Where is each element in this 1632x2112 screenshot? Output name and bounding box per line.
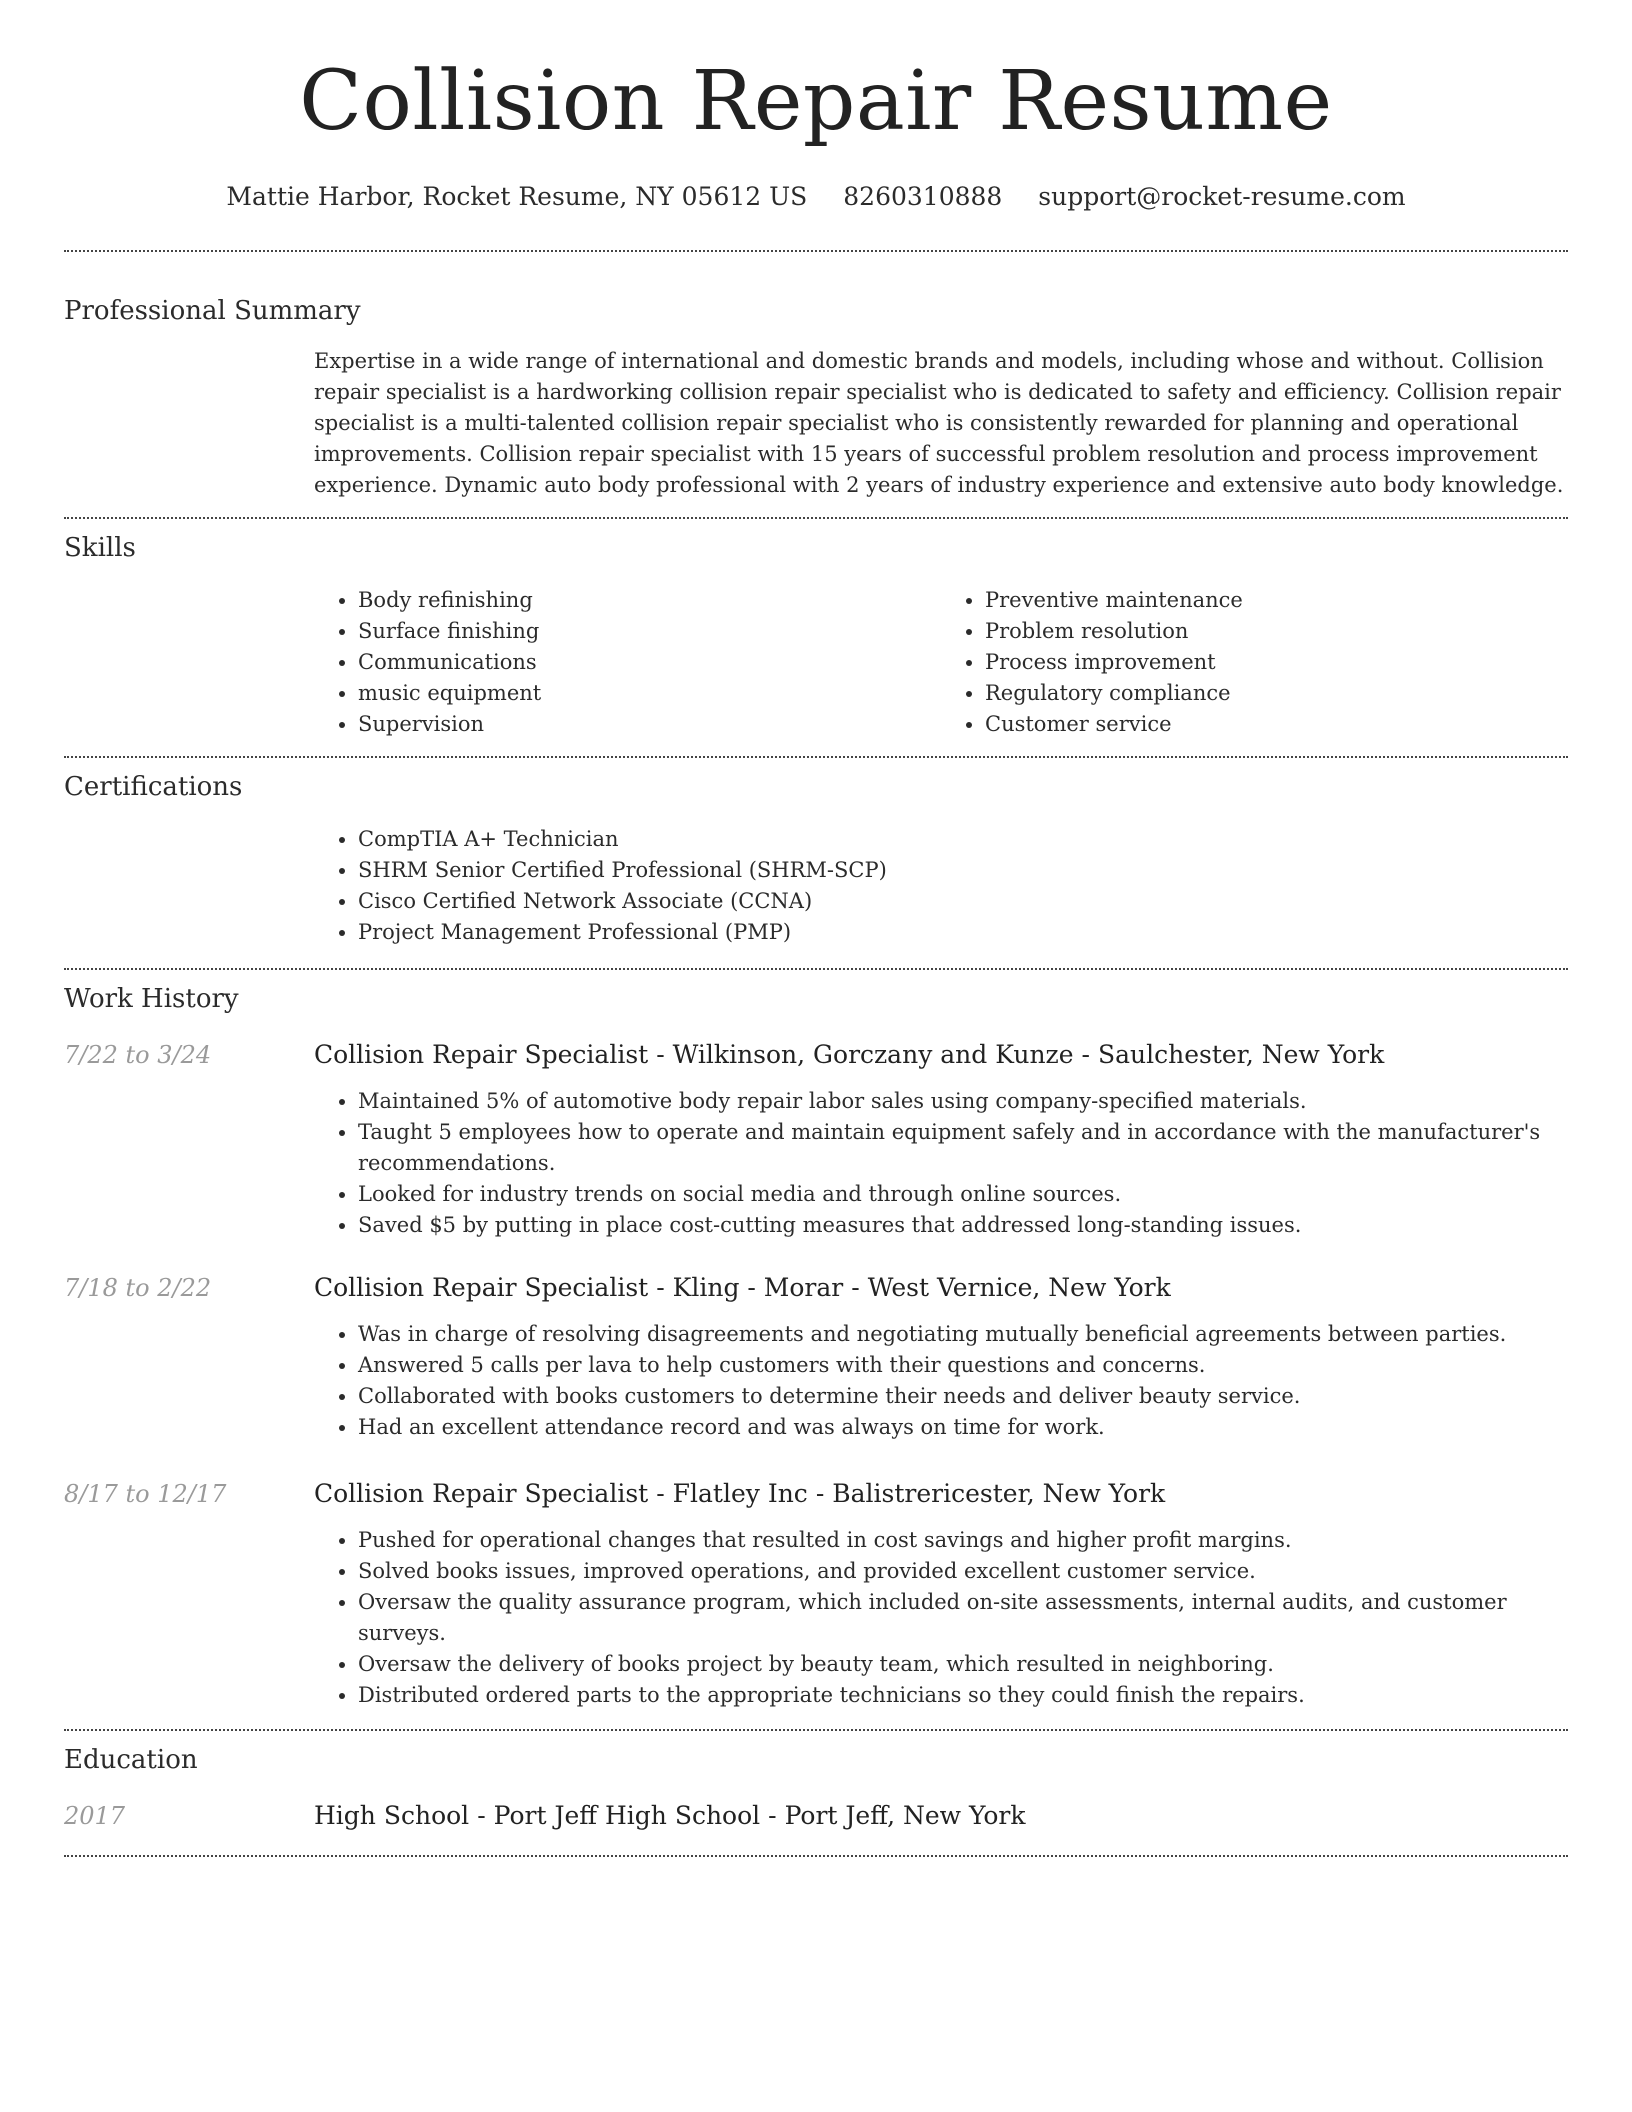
job-bullet: • Taught 5 employees how to operate and maintain equipment safely and in accordance with the manufacturer's recommendations.: [358, 1117, 1568, 1179]
divider: [64, 517, 1568, 519]
certifications-section: [64, 770, 1568, 948]
job-bullets: [314, 1319, 1568, 1443]
contact-phone: 8260310888: [843, 182, 1003, 211]
education-year: 2017: [64, 1802, 126, 1830]
job-bullet: • Pushed for operational changes that resulted in cost savings and higher profit margins.: [358, 1525, 1568, 1556]
job-bullet: • Oversaw the delivery of books project by beauty team, which resulted in neighboring.: [358, 1649, 1568, 1680]
certification-item: • Project Management Professional (PMP): [358, 917, 1568, 948]
job-bullet: • Was in charge of resolving disagreements and negotiating mutually beneficial agreements between parties.: [358, 1319, 1568, 1350]
job-bullet: • Collaborated with books customers to determine their needs and deliver beauty service.: [358, 1381, 1568, 1412]
certifications-body: [314, 824, 1568, 948]
section-title-summary: Professional Summary: [64, 296, 361, 326]
job-bullet: • Maintained 5% of automotive body repair labor sales using company-specified materials.: [358, 1086, 1568, 1117]
job-company: Kling - Morar: [672, 1273, 844, 1302]
skill-item: • Regulatory compliance: [985, 678, 1568, 709]
section-title-work-history: Work History: [64, 984, 239, 1014]
work-history-section: [64, 982, 1568, 1711]
summary-text: Expertise in a wide range of international and domestic brands and models, including whose and without. Collision repair specialist is a hardworking collision repair specialist who is dedicated to safety and efficiency. Collision repair specialist is a multi-talented collision repair specialist who is consistently rewarded for planning and operational improvements. Collision repair specialist with 15 years of successful problem resolution and process improvement experience. Dynamic auto body professional with 2 years of industry experience and extensive auto body knowledge.: [314, 349, 1564, 497]
job-role: Collision Repair Specialist: [314, 1273, 649, 1302]
summary-body: [314, 346, 1568, 501]
contact-email: support@rocket-resume.com: [1038, 182, 1406, 211]
job-body: [314, 1319, 1568, 1443]
education-heading: High School - Port Jeff High School - Port Jeff, New York: [314, 1801, 1026, 1830]
divider: [64, 756, 1568, 758]
divider: [64, 1855, 1568, 1857]
certification-item: • SHRM Senior Certified Professional (SHRM-SCP): [358, 855, 1568, 886]
skills-body: [314, 585, 1568, 740]
skill-item: • Surface finishing: [358, 616, 941, 647]
education-section: [64, 1743, 1568, 1833]
resume-page: [64, 0, 1568, 1857]
divider: [64, 250, 1568, 252]
divider: [64, 968, 1568, 970]
divider: [64, 1729, 1568, 1731]
section-title-education: Education: [64, 1745, 198, 1775]
certification-item: • CompTIA A+ Technician: [358, 824, 1568, 855]
job-heading: Collision Repair Specialist - Wilkinson, Gorczany and Kunze - Saulchester, New York: [314, 1040, 1385, 1069]
job-bullets: [314, 1086, 1568, 1241]
summary-section: [64, 294, 1568, 501]
job-bullet: • Saved $5 by putting in place cost-cutting measures that addressed long-standing issues.: [358, 1210, 1568, 1241]
job-dates: 7/18 to 2/22: [64, 1274, 212, 1302]
contact-address: Mattie Harbor, Rocket Resume, NY 05612 US: [226, 182, 808, 211]
skill-item: • Process improvement: [985, 647, 1568, 678]
skills-list-left: [314, 585, 941, 740]
job-bullet: • Answered 5 calls per lava to help customers with their questions and concerns.: [358, 1350, 1568, 1381]
job-bullet: • Oversaw the quality assurance program, which included on-site assessments, internal audits, and customer surveys.: [358, 1587, 1568, 1649]
education-school: Port Jeff High School: [493, 1801, 761, 1830]
job-bullet: • Solved books issues, improved operations, and provided excellent customer service.: [358, 1556, 1568, 1587]
job-location: Saulchester, New York: [1097, 1040, 1385, 1069]
skill-item: • Preventive maintenance: [985, 585, 1568, 616]
section-title-skills: Skills: [64, 533, 136, 563]
job-heading: Collision Repair Specialist - Kling - Morar - West Vernice, New York: [314, 1273, 1171, 1302]
job-entry: [64, 1477, 1568, 1711]
job-body: [314, 1525, 1568, 1711]
job-heading: Collision Repair Specialist - Flatley Inc - Balistrericester, New York: [314, 1479, 1166, 1508]
skills-grid: [314, 585, 1568, 740]
job-entry: [64, 1271, 1568, 1443]
skills-section: [64, 531, 1568, 740]
job-company: Wilkinson, Gorczany and Kunze: [672, 1040, 1074, 1069]
skill-item: • music equipment: [358, 678, 941, 709]
job-bullet: • Had an excellent attendance record and was always on time for work.: [358, 1412, 1568, 1443]
job-bullet: • Distributed ordered parts to the appropriate technicians so they could finish the repairs.: [358, 1680, 1568, 1711]
skills-list-right: [941, 585, 1568, 740]
job-entry: [64, 1038, 1568, 1241]
skill-item: • Customer service: [985, 709, 1568, 740]
job-role: Collision Repair Specialist: [314, 1479, 649, 1508]
job-role: Collision Repair Specialist: [314, 1040, 649, 1069]
education-location: Port Jeff, New York: [784, 1801, 1026, 1830]
certification-item: • Cisco Certified Network Associate (CCNA): [358, 886, 1568, 917]
section-title-certifications: Certifications: [64, 772, 243, 802]
resume-title: Collision Repair Resume: [299, 54, 1333, 149]
education-degree: High School: [314, 1801, 470, 1830]
contact-line: [64, 180, 1568, 214]
job-dates: 8/17 to 12/17: [64, 1480, 227, 1508]
job-company: Flatley Inc: [672, 1479, 808, 1508]
skill-item: • Communications: [358, 647, 941, 678]
certifications-list: [314, 824, 1568, 948]
job-bullets: [314, 1525, 1568, 1711]
skill-item: • Problem resolution: [985, 616, 1568, 647]
job-location: West Vernice, New York: [867, 1273, 1171, 1302]
skill-item: • Supervision: [358, 709, 941, 740]
job-dates: 7/22 to 3/24: [64, 1041, 212, 1069]
skill-item: • Body refinishing: [358, 585, 941, 616]
job-location: Balistrericester, New York: [832, 1479, 1166, 1508]
education-entry: [64, 1799, 1568, 1833]
job-bullet: • Looked for industry trends on social media and through online sources.: [358, 1179, 1568, 1210]
job-body: [314, 1086, 1568, 1241]
